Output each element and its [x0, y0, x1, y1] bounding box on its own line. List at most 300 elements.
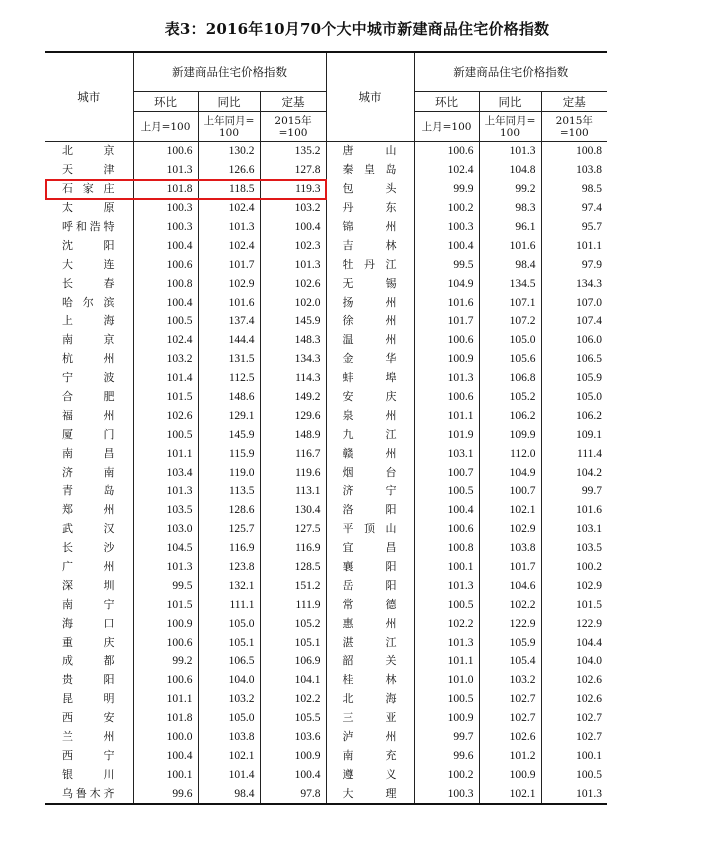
right-base-cell: 100.5: [541, 765, 607, 784]
right-yoy-cell: 98.3: [479, 199, 541, 218]
left-yoy-cell: 144.4: [198, 331, 260, 350]
sub-base-left: 2015年 =100: [260, 112, 326, 142]
left-mom-cell: 99.5: [133, 576, 198, 595]
left-base-cell: 103.6: [260, 728, 326, 747]
right-mom-cell: 101.3: [414, 576, 479, 595]
left-yoy-cell: 102.4: [198, 199, 260, 218]
left-city-cell: 海口: [62, 616, 115, 630]
right-city-cell: 温州: [326, 331, 414, 350]
left-mom-cell: 100.6: [133, 633, 198, 652]
right-yoy-cell: 101.2: [479, 747, 541, 766]
table-row: [45, 652, 607, 671]
right-mom-cell: 101.7: [414, 312, 479, 331]
left-base-cell: 105.5: [260, 709, 326, 728]
right-city-cell: 湛江: [326, 633, 414, 652]
right-yoy-cell: 107.1: [479, 293, 541, 312]
right-base-cell: 103.5: [541, 539, 607, 558]
right-base-cell: 106.0: [541, 331, 607, 350]
right-base-cell: 97.4: [541, 199, 607, 218]
table-row: [45, 690, 607, 709]
right-yoy-cell: 103.2: [479, 671, 541, 690]
right-base-cell: 102.7: [541, 709, 607, 728]
left-yoy-cell: 128.6: [198, 501, 260, 520]
table-row: [45, 709, 607, 728]
right-base-cell: 104.0: [541, 652, 607, 671]
right-base-cell: 100.2: [541, 558, 607, 577]
right-mom-cell: 100.2: [414, 199, 479, 218]
left-city-cell: 青岛: [62, 484, 115, 498]
left-mom-cell: 101.3: [133, 161, 198, 180]
left-city-cell: 昆明: [62, 692, 115, 706]
right-city-cell: 九江: [326, 425, 414, 444]
right-city-cell: 桂林: [326, 671, 414, 690]
left-city-cell: 南昌: [62, 446, 115, 460]
left-mom-cell: 101.1: [133, 444, 198, 463]
right-mom-cell: 101.3: [414, 633, 479, 652]
right-mom-cell: 102.4: [414, 161, 479, 180]
right-city-cell: 平顶山: [326, 520, 414, 539]
left-city-cell: 武汉: [62, 522, 115, 536]
table-row: [45, 671, 607, 690]
left-yoy-cell: 131.5: [198, 350, 260, 369]
table-body: [45, 142, 607, 805]
left-mom-cell: 104.5: [133, 539, 198, 558]
left-city-cell: 天津: [62, 163, 115, 177]
left-base-cell: 97.8: [260, 784, 326, 804]
left-yoy-cell: 130.2: [198, 142, 260, 161]
left-yoy-cell: 101.6: [198, 293, 260, 312]
col-yoy-right: 同比: [479, 92, 541, 112]
left-yoy-cell: 116.9: [198, 539, 260, 558]
right-mom-cell: 100.4: [414, 236, 479, 255]
left-base-cell: 116.9: [260, 539, 326, 558]
left-city-cell: 银川: [62, 767, 115, 781]
left-city-cell: 成都: [62, 654, 115, 668]
right-base-cell: 106.5: [541, 350, 607, 369]
left-yoy-cell: 103.2: [198, 690, 260, 709]
table-row: [45, 576, 607, 595]
right-mom-cell: 100.3: [414, 218, 479, 237]
left-base-cell: 128.5: [260, 558, 326, 577]
right-base-cell: 100.8: [541, 142, 607, 161]
right-mom-cell: 99.9: [414, 180, 479, 199]
right-city-cell: 吉林: [326, 236, 414, 255]
right-mom-cell: 99.7: [414, 728, 479, 747]
right-base-cell: 98.5: [541, 180, 607, 199]
left-base-cell: 104.1: [260, 671, 326, 690]
left-base-cell: 148.3: [260, 331, 326, 350]
sub-yoy-left: 上年同月= 100: [198, 112, 260, 142]
left-base-cell: 129.6: [260, 406, 326, 425]
left-mom-cell: 99.6: [133, 784, 198, 804]
table-row: [45, 236, 607, 255]
right-mom-cell: 100.6: [414, 142, 479, 161]
right-city-cell: 扬州: [326, 293, 414, 312]
right-city-cell: 襄阳: [326, 558, 414, 577]
left-mom-cell: 99.2: [133, 652, 198, 671]
left-mom-cell: 100.9: [133, 614, 198, 633]
table-row: [45, 539, 607, 558]
right-base-cell: 102.6: [541, 690, 607, 709]
table-row: [45, 274, 607, 293]
right-mom-cell: 100.6: [414, 331, 479, 350]
left-city-cell: 厦门: [62, 427, 115, 441]
right-city-cell: 烟台: [326, 463, 414, 482]
right-city-cell: 常德: [326, 595, 414, 614]
right-yoy-cell: 106.8: [479, 369, 541, 388]
left-mom-cell: 100.3: [133, 199, 198, 218]
left-base-cell: 105.2: [260, 614, 326, 633]
left-city-cell: 南宁: [62, 597, 115, 611]
right-yoy-cell: 109.9: [479, 425, 541, 444]
left-mom-cell: 102.6: [133, 406, 198, 425]
left-yoy-cell: 105.0: [198, 614, 260, 633]
table-row: [45, 331, 607, 350]
left-base-cell: 113.1: [260, 482, 326, 501]
right-base-cell: 95.7: [541, 218, 607, 237]
left-mom-cell: 102.4: [133, 331, 198, 350]
highlight-box: [45, 179, 327, 200]
table-row: [45, 293, 607, 312]
left-mom-cell: 101.5: [133, 595, 198, 614]
left-city-cell: 太原: [62, 201, 115, 215]
right-city-cell: 三亚: [326, 709, 414, 728]
table-row: [45, 312, 607, 331]
left-city-cell: 北京: [62, 144, 115, 158]
left-base-cell: 119.3: [260, 180, 326, 199]
left-base-cell: 116.7: [260, 444, 326, 463]
table-row: [45, 199, 607, 218]
col-base-left: 定基: [260, 92, 326, 112]
right-yoy-cell: 101.6: [479, 236, 541, 255]
left-base-cell: 145.9: [260, 312, 326, 331]
right-yoy-cell: 105.6: [479, 350, 541, 369]
left-base-cell: 127.5: [260, 520, 326, 539]
table-row: [45, 218, 607, 237]
right-mom-cell: 100.5: [414, 690, 479, 709]
right-base-cell: 107.4: [541, 312, 607, 331]
left-base-cell: 149.2: [260, 388, 326, 407]
right-city-cell: 锦州: [326, 218, 414, 237]
left-city-cell: 济南: [62, 465, 115, 479]
right-mom-cell: 101.1: [414, 652, 479, 671]
left-base-cell: 101.3: [260, 255, 326, 274]
right-city-cell: 泸州: [326, 728, 414, 747]
table-row: [45, 482, 607, 501]
left-mom-cell: 101.3: [133, 482, 198, 501]
left-mom-cell: 100.0: [133, 728, 198, 747]
right-base-cell: 100.1: [541, 747, 607, 766]
left-mom-cell: 103.4: [133, 463, 198, 482]
left-city-cell: 西安: [62, 711, 115, 725]
right-base-cell: 109.1: [541, 425, 607, 444]
right-city-cell: 遵义: [326, 765, 414, 784]
right-mom-cell: 103.1: [414, 444, 479, 463]
right-base-cell: 102.9: [541, 576, 607, 595]
right-mom-cell: 99.5: [414, 255, 479, 274]
right-mom-cell: 100.7: [414, 463, 479, 482]
right-mom-cell: 101.1: [414, 406, 479, 425]
table-row: [45, 520, 607, 539]
left-mom-cell: 103.5: [133, 501, 198, 520]
left-base-cell: 127.8: [260, 161, 326, 180]
right-city-cell: 唐山: [326, 142, 414, 161]
table-row: [45, 558, 607, 577]
left-yoy-cell: 102.4: [198, 236, 260, 255]
left-yoy-cell: 102.1: [198, 747, 260, 766]
left-mom-cell: 100.4: [133, 747, 198, 766]
right-base-cell: 111.4: [541, 444, 607, 463]
left-yoy-cell: 98.4: [198, 784, 260, 804]
right-yoy-cell: 102.1: [479, 784, 541, 804]
right-mom-cell: 100.4: [414, 501, 479, 520]
right-base-cell: 105.0: [541, 388, 607, 407]
city-header-left: 城市: [45, 52, 133, 142]
table-row: [45, 501, 607, 520]
sub-yoy-right: 上年同月= 100: [479, 112, 541, 142]
left-mom-cell: 100.6: [133, 255, 198, 274]
right-yoy-cell: 98.4: [479, 255, 541, 274]
left-mom-cell: 100.4: [133, 293, 198, 312]
table-row: [45, 425, 607, 444]
right-base-cell: 103.1: [541, 520, 607, 539]
left-base-cell: 111.9: [260, 595, 326, 614]
right-city-cell: 韶关: [326, 652, 414, 671]
table-row: [45, 255, 607, 274]
right-yoy-cell: 105.0: [479, 331, 541, 350]
left-yoy-cell: 123.8: [198, 558, 260, 577]
right-city-cell: 岳阳: [326, 576, 414, 595]
left-city-cell: 哈尔滨: [62, 295, 115, 309]
right-yoy-cell: 106.2: [479, 406, 541, 425]
right-mom-cell: 100.8: [414, 539, 479, 558]
col-mom-right: 环比: [414, 92, 479, 112]
right-mom-cell: 100.2: [414, 765, 479, 784]
left-city-cell: 兰州: [62, 730, 115, 744]
right-yoy-cell: 105.4: [479, 652, 541, 671]
price-index-table: [45, 51, 607, 805]
left-mom-cell: 101.3: [133, 558, 198, 577]
right-city-cell: 惠州: [326, 614, 414, 633]
left-mom-cell: 100.5: [133, 425, 198, 444]
left-mom-cell: 103.2: [133, 350, 198, 369]
left-base-cell: 130.4: [260, 501, 326, 520]
left-yoy-cell: 102.9: [198, 274, 260, 293]
left-city-cell: 石家庄: [62, 182, 115, 196]
table-row: [45, 161, 607, 180]
left-mom-cell: 101.4: [133, 369, 198, 388]
left-base-cell: 102.6: [260, 274, 326, 293]
col-base-right: 定基: [541, 92, 607, 112]
right-yoy-cell: 102.1: [479, 501, 541, 520]
right-base-cell: 97.9: [541, 255, 607, 274]
right-mom-cell: 100.6: [414, 388, 479, 407]
right-mom-cell: 100.5: [414, 595, 479, 614]
right-city-cell: 徐州: [326, 312, 414, 331]
group-header-right: 新建商品住宅价格指数: [414, 52, 607, 92]
left-city-cell: 合肥: [62, 390, 115, 404]
left-city-cell: 西宁: [62, 748, 115, 762]
left-mom-cell: 100.5: [133, 312, 198, 331]
left-city-cell: 杭州: [62, 352, 115, 366]
left-base-cell: 102.2: [260, 690, 326, 709]
left-yoy-cell: 113.5: [198, 482, 260, 501]
left-city-cell: 宁波: [62, 371, 115, 385]
right-mom-cell: 101.3: [414, 369, 479, 388]
right-base-cell: 107.0: [541, 293, 607, 312]
left-city-cell: 呼和浩特: [62, 220, 115, 233]
table-row: [45, 614, 607, 633]
left-yoy-cell: 105.1: [198, 633, 260, 652]
right-yoy-cell: 96.1: [479, 218, 541, 237]
left-city-cell: 南京: [62, 333, 115, 347]
left-yoy-cell: 118.5: [198, 180, 260, 199]
right-yoy-cell: 100.7: [479, 482, 541, 501]
left-city-cell: 乌鲁木齐: [45, 784, 133, 804]
left-mom-cell: 101.8: [133, 180, 198, 199]
left-mom-cell: 103.0: [133, 520, 198, 539]
left-yoy-cell: 101.4: [198, 765, 260, 784]
right-yoy-cell: 102.2: [479, 595, 541, 614]
right-base-cell: 105.9: [541, 369, 607, 388]
left-city-cell: 福州: [62, 408, 115, 422]
right-yoy-cell: 99.2: [479, 180, 541, 199]
right-city-cell: 泉州: [326, 406, 414, 425]
right-city-cell: 无锡: [326, 274, 414, 293]
right-mom-cell: 100.3: [414, 784, 479, 804]
table-row: [45, 406, 607, 425]
left-yoy-cell: 148.6: [198, 388, 260, 407]
left-yoy-cell: 112.5: [198, 369, 260, 388]
left-yoy-cell: 145.9: [198, 425, 260, 444]
left-city-cell: 沈阳: [62, 238, 115, 252]
left-city-cell: 贵阳: [62, 673, 115, 687]
right-base-cell: 104.2: [541, 463, 607, 482]
left-base-cell: 106.9: [260, 652, 326, 671]
right-mom-cell: 100.5: [414, 482, 479, 501]
right-yoy-cell: 105.2: [479, 388, 541, 407]
right-base-cell: 101.6: [541, 501, 607, 520]
table-title: 表3：2016年10月70个大中城市新建商品住宅价格指数: [164, 20, 550, 38]
left-yoy-cell: 115.9: [198, 444, 260, 463]
right-mom-cell: 100.6: [414, 520, 479, 539]
left-yoy-cell: 137.4: [198, 312, 260, 331]
left-base-cell: 102.0: [260, 293, 326, 312]
right-yoy-cell: 103.8: [479, 539, 541, 558]
right-city-cell: 丹东: [326, 199, 414, 218]
right-city-cell: 秦皇岛: [326, 161, 414, 180]
right-yoy-cell: 134.5: [479, 274, 541, 293]
right-mom-cell: 101.9: [414, 425, 479, 444]
right-mom-cell: 100.9: [414, 709, 479, 728]
sub-base-right: 2015年 =100: [541, 112, 607, 142]
right-city-cell: 包头: [326, 180, 414, 199]
left-yoy-cell: 111.1: [198, 595, 260, 614]
right-base-cell: 101.3: [541, 784, 607, 804]
right-city-cell: 宜昌: [326, 539, 414, 558]
right-city-cell: 蚌埠: [326, 369, 414, 388]
left-mom-cell: 101.5: [133, 388, 198, 407]
table-row: [45, 633, 607, 652]
right-base-cell: 99.7: [541, 482, 607, 501]
right-base-cell: 101.5: [541, 595, 607, 614]
right-yoy-cell: 107.2: [479, 312, 541, 331]
right-mom-cell: 101.6: [414, 293, 479, 312]
left-base-cell: 105.1: [260, 633, 326, 652]
left-base-cell: 100.4: [260, 218, 326, 237]
right-yoy-cell: 112.0: [479, 444, 541, 463]
table-row: [45, 784, 607, 804]
left-city-cell: 重庆: [62, 635, 115, 649]
left-mom-cell: 100.3: [133, 218, 198, 237]
left-mom-cell: 101.8: [133, 709, 198, 728]
left-yoy-cell: 101.3: [198, 218, 260, 237]
right-base-cell: 103.8: [541, 161, 607, 180]
table-row: [45, 142, 607, 161]
left-base-cell: 148.9: [260, 425, 326, 444]
left-base-cell: 134.3: [260, 350, 326, 369]
left-mom-cell: 100.1: [133, 765, 198, 784]
left-city-cell: 郑州: [62, 503, 115, 517]
table-row: [45, 388, 607, 407]
table-row: [45, 747, 607, 766]
right-city-cell: 安庆: [326, 388, 414, 407]
sub-mom-right: 上月=100: [414, 112, 479, 142]
right-base-cell: 104.4: [541, 633, 607, 652]
table-row: [45, 463, 607, 482]
left-city-cell: 长春: [62, 276, 115, 290]
right-base-cell: 102.6: [541, 671, 607, 690]
right-mom-cell: 102.2: [414, 614, 479, 633]
right-base-cell: 106.2: [541, 406, 607, 425]
right-yoy-cell: 104.6: [479, 576, 541, 595]
left-yoy-cell: 106.5: [198, 652, 260, 671]
right-yoy-cell: 102.9: [479, 520, 541, 539]
left-mom-cell: 100.4: [133, 236, 198, 255]
city-header-right: 城市: [326, 52, 414, 142]
col-mom-left: 环比: [133, 92, 198, 112]
left-base-cell: 103.2: [260, 199, 326, 218]
right-city-cell: 金华: [326, 350, 414, 369]
right-mom-cell: 101.0: [414, 671, 479, 690]
left-mom-cell: 101.1: [133, 690, 198, 709]
group-header-left: 新建商品住宅价格指数: [133, 52, 326, 92]
left-yoy-cell: 132.1: [198, 576, 260, 595]
left-city-cell: 深圳: [62, 578, 115, 592]
left-mom-cell: 100.8: [133, 274, 198, 293]
left-base-cell: 100.9: [260, 747, 326, 766]
right-base-cell: 134.3: [541, 274, 607, 293]
right-city-cell: 南充: [326, 747, 414, 766]
left-base-cell: 102.3: [260, 236, 326, 255]
right-yoy-cell: 100.9: [479, 765, 541, 784]
table-row: [45, 350, 607, 369]
right-city-cell: 洛阳: [326, 501, 414, 520]
right-base-cell: 101.1: [541, 236, 607, 255]
right-yoy-cell: 101.7: [479, 558, 541, 577]
left-yoy-cell: 104.0: [198, 671, 260, 690]
right-yoy-cell: 102.6: [479, 728, 541, 747]
right-mom-cell: 104.9: [414, 274, 479, 293]
right-mom-cell: 100.1: [414, 558, 479, 577]
left-mom-cell: 100.6: [133, 142, 198, 161]
right-city-cell: 北海: [326, 690, 414, 709]
table-row: [45, 728, 607, 747]
right-mom-cell: 100.9: [414, 350, 479, 369]
right-yoy-cell: 104.9: [479, 463, 541, 482]
left-mom-cell: 100.6: [133, 671, 198, 690]
left-yoy-cell: 126.6: [198, 161, 260, 180]
